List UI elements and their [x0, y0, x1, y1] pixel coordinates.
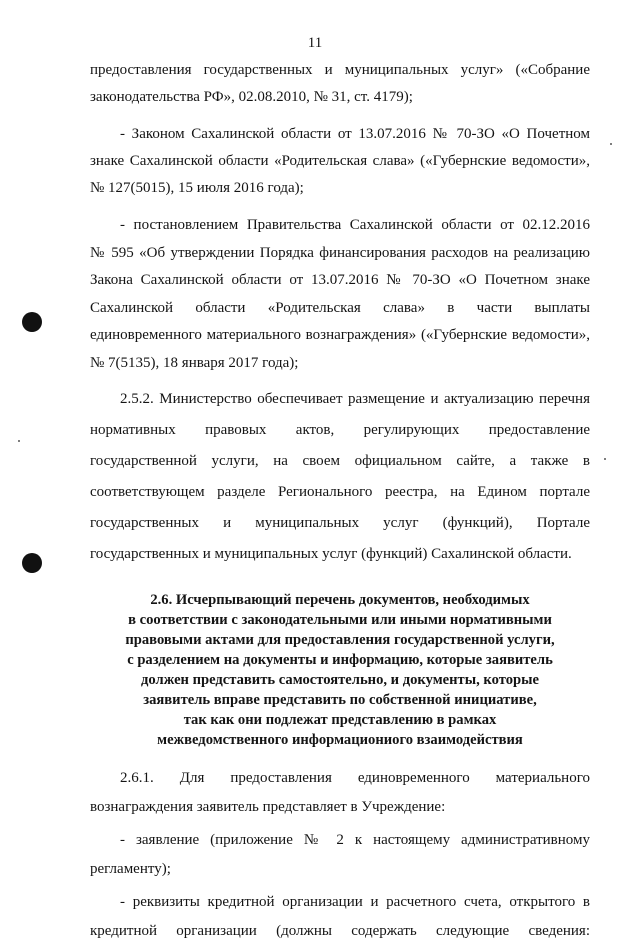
paragraph [90, 212, 590, 377]
paragraph [90, 764, 590, 822]
scan-speck [604, 458, 606, 460]
text-line: государственной услуги, на своем официальном сайте, а также в [90, 453, 590, 469]
heading-line: с разделением на документы и информацию, которые заявитель [127, 652, 553, 668]
text-line: 2.5.2. Министерство обеспечивает размещение и актуализацию перечня [120, 391, 590, 407]
text-line: законодательства РФ», 02.08.2010, № 31, ст. 4179); [90, 89, 413, 105]
heading-line: межведомственного информациониого взаимодействия [157, 732, 523, 748]
heading-line: должен представить самостоятельно, и документы, которые [141, 672, 539, 688]
scan-speck [610, 143, 612, 145]
text-line: нормативных правовых актов, регулирующих предоставление [90, 422, 590, 438]
text-line: - Законом Сахалинской области от 13.07.2016 № 70-ЗО «О Почетном [120, 126, 590, 142]
text-line: государственных и муниципальных услуг (функций), Портале [90, 515, 590, 531]
text-line: 2.6.1. Для предоставления единовременного материального [120, 770, 590, 786]
heading-line: 2.6. Исчерпывающий перечень документов, необходимых [150, 592, 530, 608]
heading-line: заявитель вправе представить по собственной инициативе, [143, 692, 537, 708]
text-line: кредитной организации (должны содержать следующие сведения: [90, 923, 590, 939]
text-line: Закона Сахалинской области от 13.07.2016 № 70-ЗО «О Почетном знаке [90, 272, 590, 288]
document-body [90, 57, 590, 946]
text-line: предоставления государственных и муниципальных услуг» («Собрание [90, 62, 590, 78]
punch-hole-bottom [22, 553, 42, 573]
section-heading [90, 590, 590, 750]
page-number: 11 [307, 35, 323, 51]
text-line: - заявление (приложение № 2 к настоящему административному [120, 832, 590, 848]
text-line: государственных и муниципальных услуг (функций) Сахалинской области. [90, 546, 572, 562]
text-line: - постановлением Правительства Сахалинской области от 02.12.2016 [120, 217, 590, 233]
text-line: № 595 «Об утверждении Порядка финансирования расходов на реализацию [90, 244, 590, 261]
paragraph [90, 826, 590, 884]
scan-speck [18, 440, 20, 442]
text-line: вознаграждения заявитель представляет в Учреждение: [90, 799, 446, 815]
text-line: регламенту); [90, 861, 171, 877]
text-line: соответствующем разделе Регионального реестра, на Едином портале [90, 484, 590, 500]
text-line: № 127(5015), 15 июля 2016 года); [90, 180, 304, 196]
text-line: - реквизиты кредитной организации и расчетного счета, открытого в [120, 894, 590, 910]
paragraph [90, 384, 590, 570]
text-line: знаке Сахалинской области «Родительская слава» («Губернские ведомости», [90, 153, 590, 169]
text-line: единовременного материального вознаграждения» («Губернские ведомости», [90, 327, 590, 343]
paragraph [90, 121, 590, 202]
heading-line: так как они подлежат представлению в рамках [183, 712, 497, 728]
punch-hole-top [22, 312, 42, 332]
text-line: Сахалинской области «Родительская слава» в части выплаты [90, 299, 590, 316]
heading-line: в соответствии с законодательными или иными нормативными [128, 612, 552, 628]
paragraph [90, 888, 590, 946]
heading-line: правовыми актами для предоставления государственной услуги, [125, 632, 555, 648]
paragraph [90, 57, 590, 111]
text-line: № 7(5135), 18 января 2017 года); [90, 354, 299, 371]
